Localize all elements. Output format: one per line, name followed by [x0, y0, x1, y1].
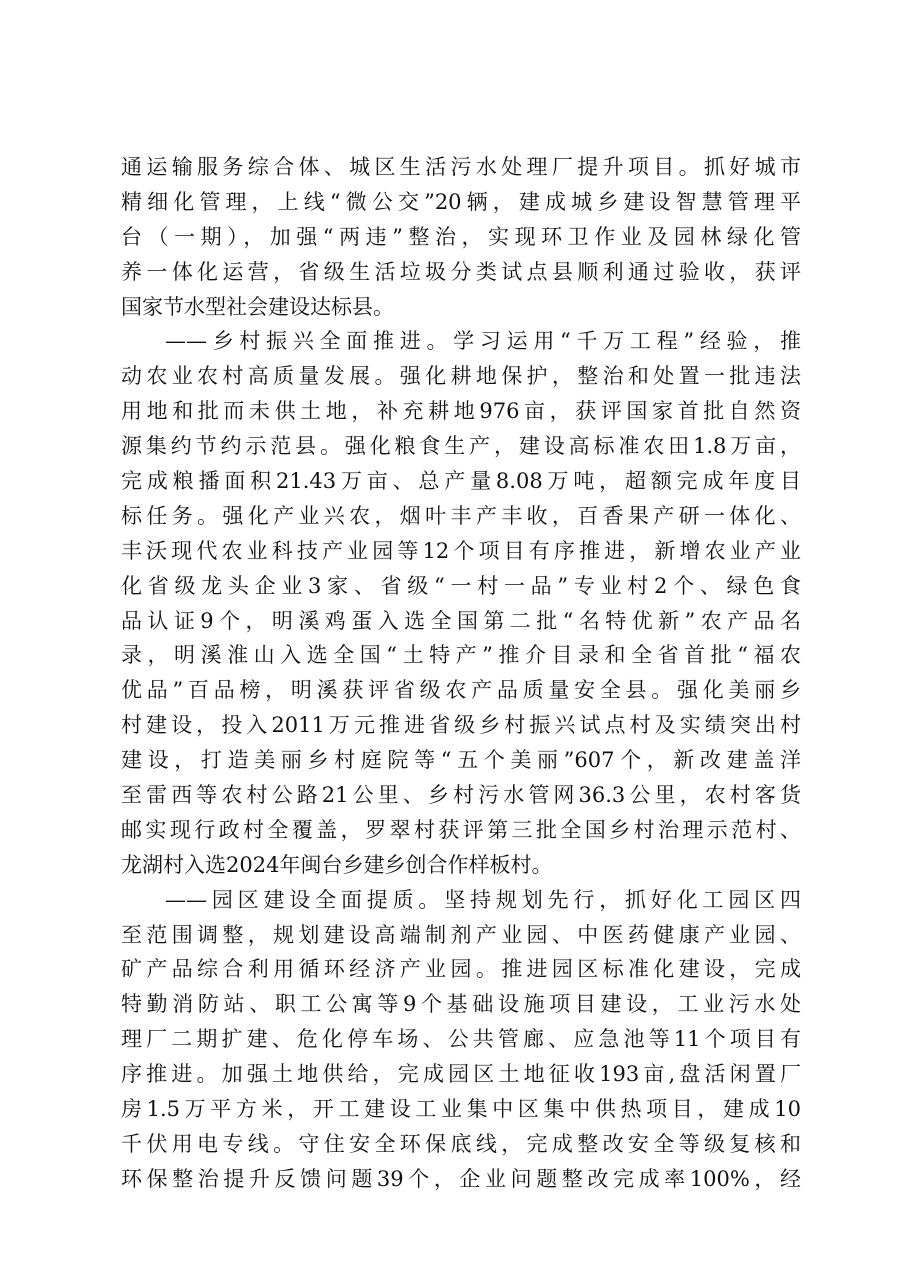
text-line: 千伏用电专线。守住安全环保底线，完成整改安全等级复核和	[121, 1131, 801, 1156]
text-line: 动农业农村高质量发展。强化耕地保护，整治和处置一批违法	[121, 364, 801, 389]
text-line: 台（一期），加强“两违”整治，实现环卫作业及园林绿化管	[121, 224, 801, 249]
text-line: 丰沃现代农业科技产业园等12个项目有序推进，新增农业产业	[121, 538, 801, 563]
paragraph-first-line: ——乡村振兴全面推进。学习运用“千万工程”经验，推	[165, 329, 801, 354]
text-line: 理厂二期扩建、危化停车场、公共管廊、应急池等11个项目有	[121, 1027, 801, 1052]
text-line: 特勤消防站、职工公寓等9个基础设施项目建设，工业污水处	[121, 992, 801, 1017]
paragraph-last-line: 国家节水型社会建设达标县。	[121, 294, 394, 319]
text-line: 至范围调整，规划建设高端制剂产业园、中医药健康产业园、	[121, 922, 801, 947]
text-line: 录，明溪淮山入选全国“土特产”推介目录和全省首批“福农	[121, 643, 801, 668]
text-line: 标任务。强化产业兴农，烟叶丰产丰收，百香果产研一体化、	[121, 503, 801, 528]
paragraph-last-line: 龙湖村入选2024年闽台乡建乡创合作样板村。	[121, 852, 553, 877]
text-line: 用地和批而未供土地，补充耕地976亩，获评国家首批自然资	[121, 399, 801, 424]
body-text	[121, 150, 801, 1197]
text-line: 矿产品综合利用循环经济产业园。推进园区标准化建设，完成	[121, 957, 801, 982]
text-line: 精细化管理，上线“微公交”20辆，建成城乡建设智慧管理平	[121, 189, 801, 214]
text-line: 通运输服务综合体、城区生活污水处理厂提升项目。抓好城市	[121, 155, 801, 179]
text-line: 村建设，投入2011万元推进省级乡村振兴试点村及实绩突出村	[121, 713, 801, 738]
text-line: 房1.5万平方米，开工建设工业集中区集中供热项目，建成10	[121, 1097, 801, 1122]
text-line: 至雷西等农村公路21公里、乡村污水管网36.3公里，农村客货	[121, 783, 801, 808]
paragraph-first-line: ——园区建设全面提质。坚持规划先行，抓好化工园区四	[165, 887, 801, 912]
text-line: 养一体化运营，省级生活垃圾分类试点县顺利通过验收，获评	[121, 259, 801, 284]
text-line: 邮实现行政村全覆盖，罗翠村获评第三批全国乡村治理示范村、	[121, 817, 801, 842]
text-line: 建设，打造美丽乡村庭院等“五个美丽”607个，新改建盖洋	[121, 748, 801, 773]
text-line: 优品”百品榜，明溪获评省级农产品质量安全县。强化美丽乡	[121, 678, 801, 703]
text-line: 化省级龙头企业3家、省级“一村一品”专业村2个、绿色食	[121, 573, 801, 598]
text-line: 序推进。加强土地供给，完成园区土地征收193亩,盘活闲置厂	[121, 1062, 801, 1087]
text-line: 完成粮播面积21.43万亩、总产量8.08万吨，超额完成年度目	[121, 469, 801, 494]
text-line: 源集约节约示范县。强化粮食生产，建设高标准农田1.8万亩，	[121, 434, 801, 459]
text-line: 环保整治提升反馈问题39个，企业问题整改完成率100%，经	[121, 1166, 801, 1191]
text-line: 品认证9个，明溪鸡蛋入选全国第二批“名特优新”农产品名	[121, 608, 801, 633]
